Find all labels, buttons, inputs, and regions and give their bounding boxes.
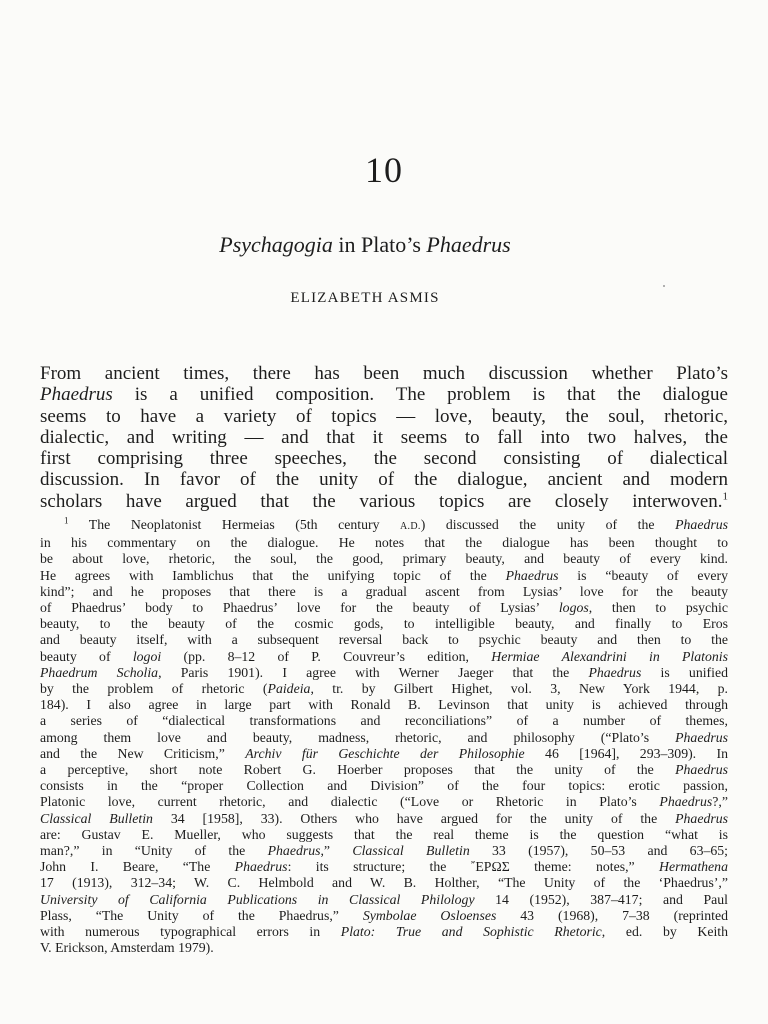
- footnote-line: John I. Beare, “The Phaedrus: its structure; the ῎ΕΡΩΣ theme: notes,” Hermathena: [40, 859, 728, 875]
- body-paragraph: [40, 363, 728, 512]
- body-line: seems to have a variety of topics — love, beauty, the soul, rhetoric,: [40, 405, 728, 427]
- footnote-line: 184). I also agree in large part with Ronald B. Levinson that unity is achieved through: [40, 697, 728, 713]
- footnote-line: V. Erickson, Amsterdam 1979).: [40, 940, 214, 956]
- footnote-line: He agrees with Iamblichus that the unifying topic of the Phaedrus is “beauty of every: [40, 567, 728, 583]
- footnote: [40, 517, 728, 956]
- chapter-title-work: Phaedrus: [426, 232, 511, 257]
- body-line: scholars have argued that the various topics are closely interwoven.$^1$: [40, 490, 728, 512]
- footnote-line: and beauty itself, with a subsequent reversal back to psychic beauty and then to the: [40, 632, 728, 648]
- footnote-line: by the problem of rhetoric (Paideia, tr. by Gilbert Highet, vol. 3, New York 1944, p.: [40, 681, 728, 697]
- footnote-line: beauty, to the beauty of the cosmic gods, to intelligible beauty, and finally to Eros: [40, 616, 728, 632]
- chapter-number: 10: [365, 150, 403, 190]
- footnote-line: $^1$ The Neoplatonist Hermeias (5th century A.D.) discussed the unity of the Phaedrus: [64, 515, 728, 532]
- footnote-line: Platonic love, current rhetoric, and dialectic (“Love or Rhetoric in Plato’s Phaedrus?,”: [40, 794, 728, 810]
- footnote-line: with numerous typographical errors in Plato: True and Sophistic Rhetoric, ed. by Keith: [40, 924, 729, 940]
- chapter-author: ELIZABETH ASMIS: [290, 290, 440, 306]
- footnote-line: man?,” in “Unity of the Phaedrus,” Classical Bulletin 33 (1957), 50–53 and 63–65;: [40, 843, 729, 859]
- footnote-line: of Phaedrus’ body to Phaedrus’ love for the beauty of Lysias’ logos, then to psychic: [40, 600, 728, 616]
- footnote-line: are: Gustav E. Mueller, who suggests that the real theme is the question “what is: [40, 826, 728, 842]
- body-line: From ancient times, there has been much discussion whether Plato’s: [40, 363, 728, 384]
- chapter-title: [0, 230, 730, 260]
- footnote-line: 17 (1913), 312–34; W. C. Helmbold and W. B. Holther, “The Unity of the ‘Phaedrus’,”: [40, 875, 728, 891]
- footnote-line: and the New Criticism,” Archiv für Geschichte der Philosophie 46 [1964], 293–309). In: [40, 745, 728, 761]
- body-line: discussion. In favor of the unity of the dialogue, ancient and modern: [40, 469, 728, 491]
- body-line: dialectic, and writing — and that it seems to fall into two halves, the: [40, 426, 728, 448]
- footnote-line: Plass, “The Unity of the Phaedrus,” Symbolae Osloenses 43 (1968), 7–38 (reprinted: [40, 907, 729, 923]
- chapter-title-greek-term: Psychagogia: [219, 232, 333, 257]
- footnote-line: University of California Publications in Classical Philology 14 (1952), 387–417; and Paul: [40, 891, 728, 907]
- footnote-line: a series of “dialectical transformations and reconciliations” of a number of themes,: [40, 713, 728, 729]
- chapter-title-middle: in Plato’s: [332, 232, 427, 257]
- print-speck: [663, 285, 665, 287]
- footnote-line: in his commentary on the dialogue. He notes that the dialogue has been thought to: [40, 535, 728, 551]
- footnote-reference: 1: [722, 490, 728, 503]
- footnote-line: be about love, rhetoric, the soul, the good, primary beauty, and beauty of every kind.: [40, 551, 728, 567]
- footnote-line: a perceptive, short note Robert G. Hoerber proposes that the unity of the Phaedrus: [40, 762, 728, 778]
- footnote-mark: 1: [64, 515, 69, 526]
- footnote-line: Classical Bulletin 34 [1958], 33). Others who have argued for the unity of the Phaedrus: [40, 810, 728, 826]
- footnote-line: beauty of logoi (pp. 8–12 of P. Couvreur’s edition, Hermiae Alexandrini in Platonis: [40, 648, 728, 664]
- body-line: Phaedrus is a unified composition. The problem is that the dialogue: [40, 384, 728, 406]
- footnote-line: kind”; and he proposes that there is a gradual ascent from Lysias’ love for the beauty: [40, 583, 728, 599]
- footnote-line: Phaedrum Scholia, Paris 1901). I agree with Werner Jaeger that the Phaedrus is unified: [40, 664, 728, 680]
- body-line: first comprising three speeches, the second consisting of dialectical: [40, 448, 728, 470]
- footnote-line: among them love and beauty, madness, rhetoric, and philosophy (“Plato’s Phaedrus: [40, 729, 728, 745]
- footnote-line: consists in the “proper Collection and Division” of the four topics: erotic passion,: [40, 778, 728, 794]
